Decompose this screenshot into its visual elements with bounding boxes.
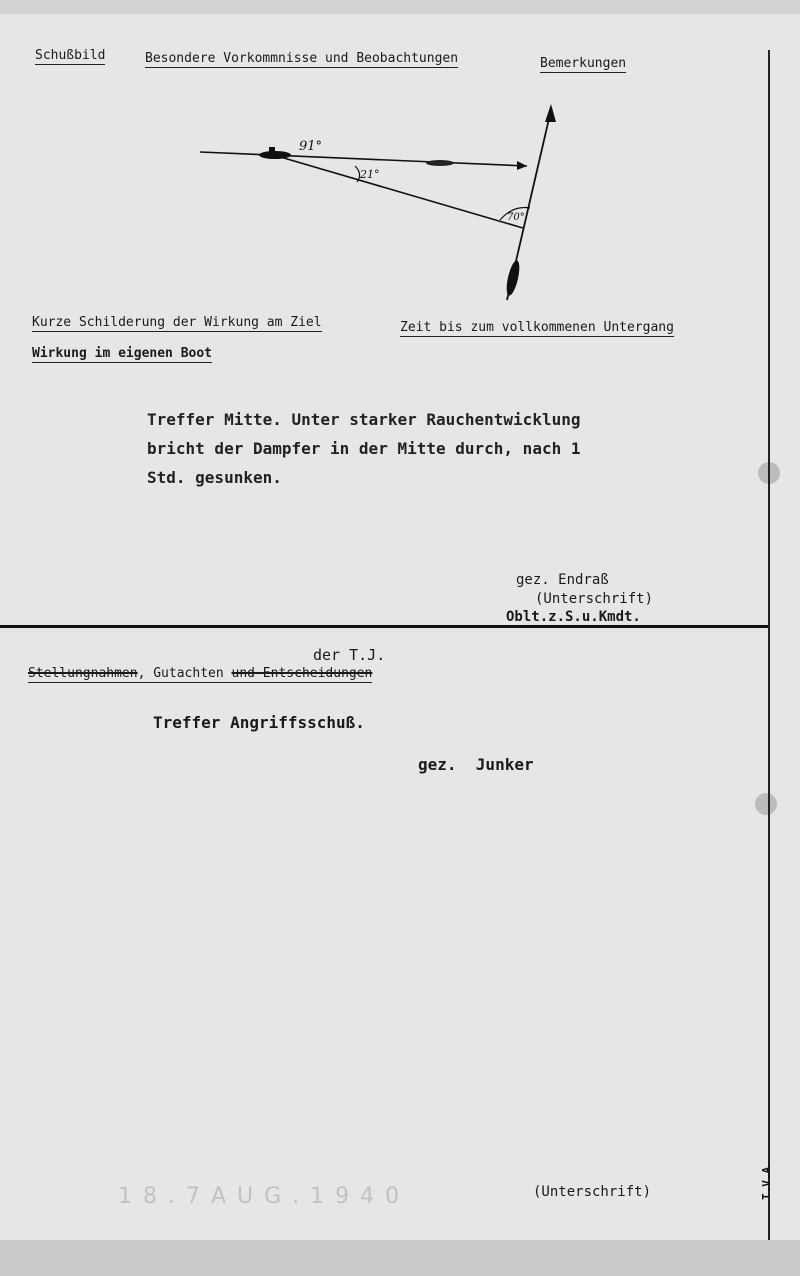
torpedo-mark [426,160,454,166]
footer-signature-label: (Unterschrift) [533,1184,652,1200]
torpedo-track-line [200,152,527,166]
punch-hole-bottom [755,793,777,815]
header-vorkommnisse: Besondere Vorkommnisse und Beobachtungen [145,51,459,66]
heading-wirkung-ziel: Kurze Schilderung der Wirkung am Ziel [32,315,322,330]
section2-heading [28,666,372,683]
torpedo-arrowhead [517,161,527,170]
page-bottom-edge [0,1240,800,1276]
heading-untergang: Zeit bis zum vollkommenen Untergang [400,320,674,335]
signature-label: (Unterschrift) [535,591,654,607]
header-bemerkungen: Bemerkungen [540,56,627,71]
ship-mark [504,259,522,296]
report-line-1: Treffer Mitte. Unter starker Rauchentwicklung [147,410,581,429]
ghost-grid [0,395,768,1145]
angle-label-a: 91° [299,139,323,154]
right-margin-rule [768,50,770,1240]
section2-prefix: der T.J. [313,646,386,664]
shot-diagram [195,100,565,310]
report-line-2: bricht der Dampfer in der Mitte durch, nach 1 [147,439,581,458]
heading-struck-1: Stellungnahmen [28,666,138,681]
angle-label-b: 21° [360,168,380,181]
report-text [147,405,580,492]
verdict-signature: gez. Junker [418,755,534,774]
page-top-edge [0,0,800,14]
angle-label-c: 70° [507,212,525,223]
side-mark: T.V.A. [760,1160,773,1200]
heading-gutachten: , Gutachten [137,666,224,681]
signature-rank: Oblt.z.S.u.Kmdt. [506,609,641,625]
archive-stamp: 1 8 . 7 A U G . 1 9 4 0 [118,1184,402,1209]
sight-line [277,156,523,228]
heading-struck-2: und Entscheidungen [231,666,373,681]
report-line-3: Std. gesunken. [147,468,282,487]
header-schussbild: Schußbild [35,48,106,63]
ship-arrowhead [545,104,556,122]
verdict-text: Treffer Angriffsschuß. [153,713,365,732]
heading-eigenes-boot: Wirkung im eigenen Boot [32,346,213,361]
signature-name: gez. Endraß [516,572,609,588]
section-divider [0,625,768,628]
